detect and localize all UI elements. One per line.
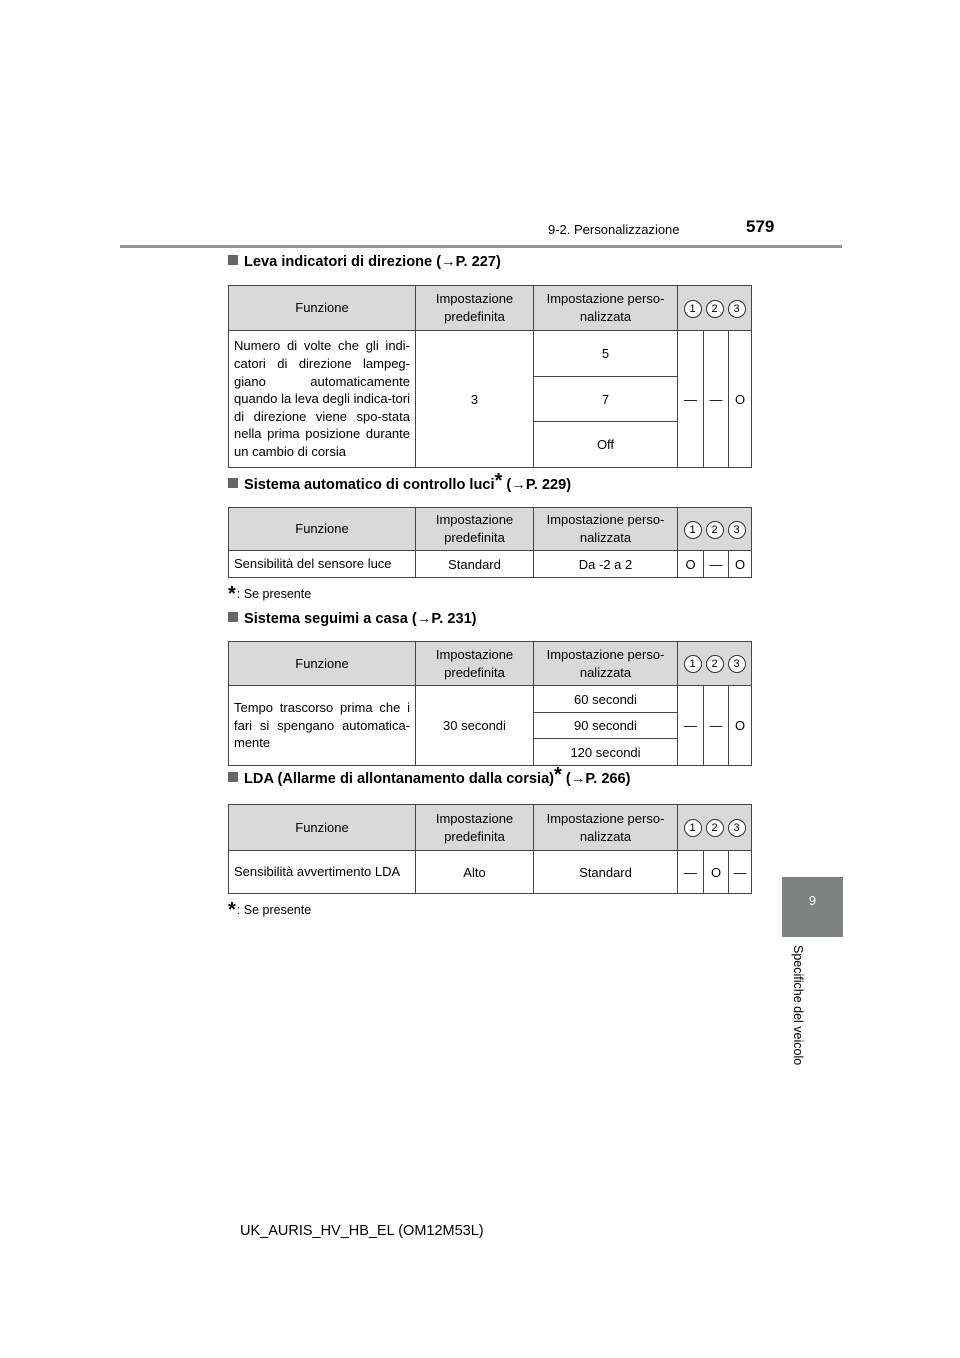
circled-2-icon: 2 [706, 300, 724, 318]
col-header-methods [678, 286, 752, 331]
function-cell: Numero di volte che gli indi-catori di direzione lampeg-giano automaticamente quando la leva degli indica-tori di direzione viene spo-stata nella prima posizione durante un cambio di corsia [229, 331, 416, 468]
square-bullet-icon [228, 772, 238, 782]
function-cell: Tempo trascorso prima che i fari si spengano automatica-mente [229, 686, 416, 766]
settings-table-follow-me-home [228, 641, 752, 766]
square-bullet-icon [228, 255, 238, 265]
default-cell: Standard [416, 551, 534, 578]
col-header-custom: Impostazione perso-nalizzata [534, 286, 678, 331]
function-cell: Sensibilità del sensore luce [229, 551, 416, 578]
method-3-cell: O [729, 331, 752, 468]
asterisk-marker: * [554, 764, 562, 786]
col-header-function: Funzione [229, 508, 416, 551]
circled-1-icon: 1 [684, 655, 702, 673]
settings-table-light-control [228, 507, 752, 578]
footnote-text: : Se presente [236, 587, 312, 601]
circled-1-icon: 1 [684, 521, 702, 539]
col-header-methods [678, 508, 752, 551]
col-header-default: Impostazione predefinita [416, 508, 534, 551]
circled-2-icon: 2 [706, 521, 724, 539]
footnote [228, 583, 311, 606]
section-heading-light-control [228, 470, 572, 493]
method-2-cell: — [704, 551, 729, 578]
method-1-cell: O [678, 551, 704, 578]
col-header-default: Impostazione predefinita [416, 286, 534, 331]
col-header-default: Impostazione predefinita [416, 642, 534, 686]
square-bullet-icon [228, 612, 238, 622]
circled-3-icon: 3 [728, 300, 746, 318]
col-header-default: Impostazione predefinita [416, 805, 534, 851]
method-1-cell: — [678, 851, 704, 894]
circled-1-icon: 1 [684, 819, 702, 837]
option-cell: Standard [534, 851, 678, 894]
footnote-text: : Se presente [236, 903, 312, 917]
header-divider [120, 245, 842, 248]
method-1-cell: — [678, 331, 704, 468]
col-header-function: Funzione [229, 642, 416, 686]
option-cell: 7 [534, 377, 678, 422]
running-header-section: 9-2. Personalizzazione [548, 222, 680, 237]
option-cell: 120 secondi [534, 739, 678, 766]
method-3-cell: O [729, 686, 752, 766]
circled-3-icon: 3 [728, 655, 746, 673]
circled-1-icon: 1 [684, 300, 702, 318]
option-cell: 5 [534, 331, 678, 377]
section-heading-text: Sistema seguimi a casa (→P. 231) [244, 611, 477, 627]
default-cell: 30 secondi [416, 686, 534, 766]
section-heading-text: Leva indicatori di direzione (→P. 227) [244, 254, 501, 270]
option-cell: 90 secondi [534, 713, 678, 739]
footnote-asterisk: * [228, 583, 236, 605]
col-header-methods [678, 805, 752, 851]
method-3-cell: O [729, 551, 752, 578]
method-2-cell: O [704, 851, 729, 894]
section-heading-lda [228, 764, 631, 787]
method-2-cell: — [704, 686, 729, 766]
settings-table-lda [228, 804, 752, 894]
default-cell: 3 [416, 331, 534, 468]
footnote-asterisk: * [228, 899, 236, 921]
section-heading-follow-me-home [228, 611, 477, 627]
settings-table-indicators [228, 285, 752, 468]
circled-3-icon: 3 [728, 819, 746, 837]
col-header-function: Funzione [229, 805, 416, 851]
section-heading-text: LDA (Allarme di allontanamento dalla corsia) [244, 771, 555, 787]
chapter-tab-label: Specifiche del veicolo [791, 945, 805, 1066]
footnote [228, 899, 311, 922]
page-number: 579 [746, 217, 775, 236]
method-2-cell: — [704, 331, 729, 468]
col-header-function: Funzione [229, 286, 416, 331]
col-header-custom: Impostazione perso-nalizzata [534, 642, 678, 686]
section-heading-text: Sistema automatico di controllo luci [244, 477, 495, 493]
default-cell: Alto [416, 851, 534, 894]
circled-2-icon: 2 [706, 819, 724, 837]
circled-3-icon: 3 [728, 521, 746, 539]
asterisk-marker: * [494, 470, 503, 492]
circled-2-icon: 2 [706, 655, 724, 673]
section-heading-ref: (→P. 229) [502, 477, 572, 493]
col-header-custom: Impostazione perso-nalizzata [534, 805, 678, 851]
col-header-methods [678, 642, 752, 686]
option-cell: 60 secondi [534, 686, 678, 713]
function-cell: Sensibilità avvertimento LDA [229, 851, 416, 894]
method-3-cell: — [729, 851, 752, 894]
section-heading-ref: (→P. 266) [561, 771, 631, 787]
chapter-tab-number: 9 [808, 893, 817, 908]
section-heading-indicators [228, 254, 501, 270]
square-bullet-icon [228, 478, 238, 488]
option-cell: Da -2 a 2 [534, 551, 678, 578]
document-code-footer: UK_AURIS_HV_HB_EL (OM12M53L) [240, 1223, 484, 1239]
option-cell: Off [534, 422, 678, 468]
method-1-cell: — [678, 686, 704, 766]
col-header-custom: Impostazione perso-nalizzata [534, 508, 678, 551]
